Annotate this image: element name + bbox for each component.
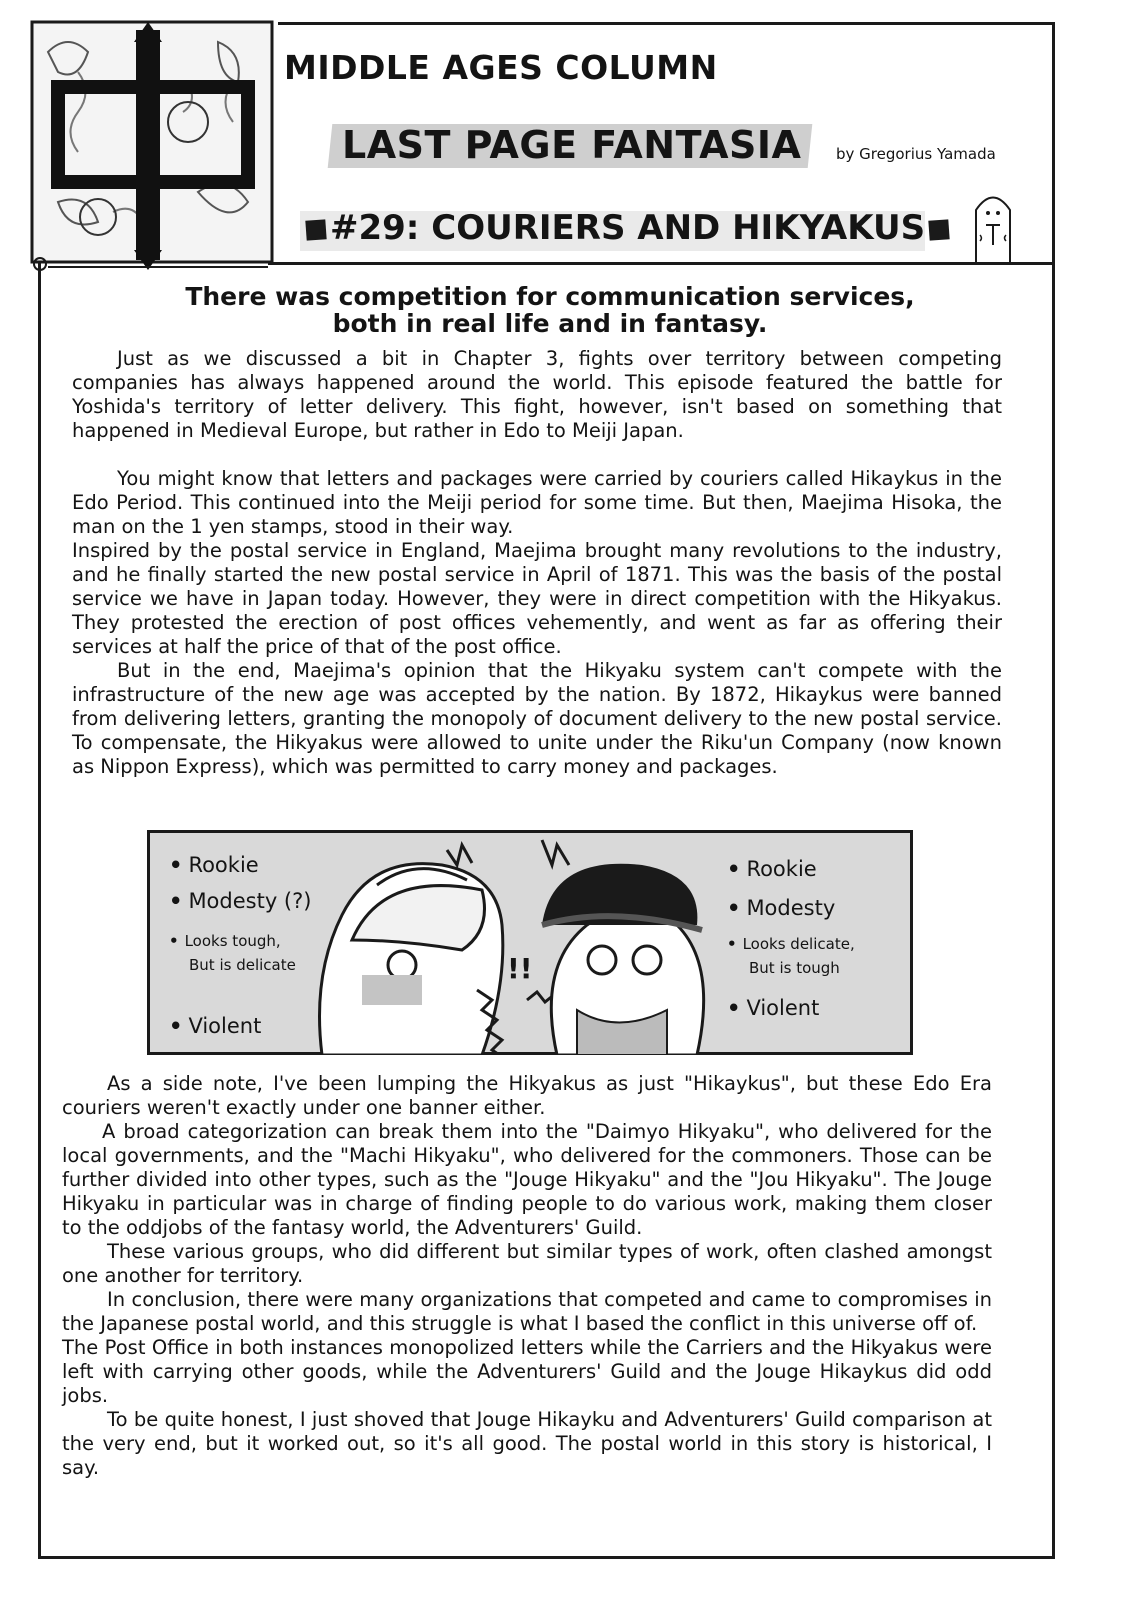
paragraph: Just as we discussed a bit in Chapter 3, fights over territory between competing companies has always happened around the world. This episode featured the battle for Yoshida's territory of letter delivery. This fight, however, isn't based on something that happened in Medieval Europe, but rather in Edo to Meiji Japan.	[72, 347, 1002, 442]
square-bullet-icon	[305, 219, 326, 240]
right-trait-1: • Rookie	[727, 857, 817, 881]
left-trait-2: • Modesty (?)	[169, 889, 312, 913]
frame-right-line	[1052, 22, 1055, 1557]
mascot-doodle	[968, 185, 1018, 265]
left-trait-4: • Violent	[169, 1014, 262, 1038]
body-text-top	[72, 347, 1002, 779]
comic-panel	[147, 830, 913, 1055]
byline: by Gregorius Yamada	[836, 145, 996, 163]
frame-top-line	[278, 22, 1054, 25]
right-trait-3b: But is tough	[749, 959, 840, 977]
right-trait-3: • Looks delicate,	[727, 935, 855, 953]
paragraph: But in the end, Maejima's opinion that the Hikyaku system can't compete with the infrastructure of the new age was accepted by the nation. By 1872, Hikaykus were banned from delivering letters, granting the monopoly of document delivery to the new postal service. To compensate, the Hikyakus were allowed to unite under the Riku'un Company (now known as Nippon Express), which was permitted to carry money and packages.	[72, 659, 1002, 778]
paragraph: As a side note, I've been lumping the Hikyakus as just "Hikaykus", but these Edo Era couriers weren't exactly under one banner either.	[62, 1072, 992, 1119]
episode-title: #29: COURIERS AND HIKYAKUS	[330, 208, 926, 248]
column-label: MIDDLE AGES COLUMN	[284, 48, 718, 87]
lead-heading	[140, 283, 960, 337]
body-text-bottom	[62, 1072, 992, 1480]
lead-line-2: both in real life and in fantasy.	[332, 309, 768, 338]
paragraph: To be quite honest, I just shoved that Jouge Hikayku and Adventurers' Guild comparison at the very end, but it worked out, so it's all good. The postal world in this story is historical, I say.	[62, 1408, 992, 1479]
paragraph-spacer	[72, 443, 1002, 467]
paragraph: Inspired by the postal service in England, Maejima brought many revolutions to the industry, and he finally started the new postal service in April of 1871. This was the basis of the postal service we have in Japan today. However, they were in direct competition with the Hikyakus. They protested the erection of post offices vehemently, and went as far as offering their services at half the price of that of the post office.	[72, 539, 1002, 658]
paragraph: The Post Office in both instances monopolized letters while the Carriers and the Hikyakus were left with carrying other goods, while the Adventurers' Guild and the Jouge Hikaykus did odd jobs.	[62, 1336, 992, 1407]
page-title: LAST PAGE FANTASIA	[342, 123, 802, 167]
illuminated-kanji-initial	[18, 12, 278, 274]
paragraph: These various groups, who did different but similar types of work, often clashed amongst one another for territory.	[62, 1240, 992, 1287]
exclaim-mark: !!	[507, 952, 533, 985]
right-trait-2: • Modesty	[727, 896, 836, 920]
frame-header-divider	[268, 262, 1055, 265]
episode-heading	[302, 208, 953, 248]
paragraph: You might know that letters and packages were carried by couriers called Hikaykus in the Edo Period. This continued into the Meiji period for some time. But then, Maejima Hisoka, the man on the 1 yen stamps, stood in their way.	[72, 467, 1002, 538]
left-trait-3: • Looks tough,	[169, 932, 281, 950]
frame-bottom-line	[38, 1556, 1055, 1559]
left-trait-1: • Rookie	[169, 853, 259, 877]
lead-line-1: There was competition for communication services,	[185, 282, 915, 311]
paragraph: A broad categorization can break them into the "Daimyo Hikyaku", who delivered for the local governments, and the "Machi Hikyaku", who delivered for the commoners. Those can be further divided into other types, such as the "Jouge Hikyaku" and the "Jou Hikyaku". The Jouge Hikyaku in particular was in charge of finding people to do various work, making them closer to the oddjobs of the fantasy world, the Adventurers' Guild.	[62, 1120, 992, 1239]
paragraph: In conclusion, there were many organizations that competed and came to compromises in the Japanese postal world, and this struggle is what I based the conflict in this universe off of.	[62, 1288, 992, 1335]
left-trait-3b: But is delicate	[189, 956, 296, 974]
frame-left-line	[38, 262, 41, 1557]
square-bullet-icon	[928, 219, 949, 240]
right-trait-4: • Violent	[727, 996, 820, 1020]
